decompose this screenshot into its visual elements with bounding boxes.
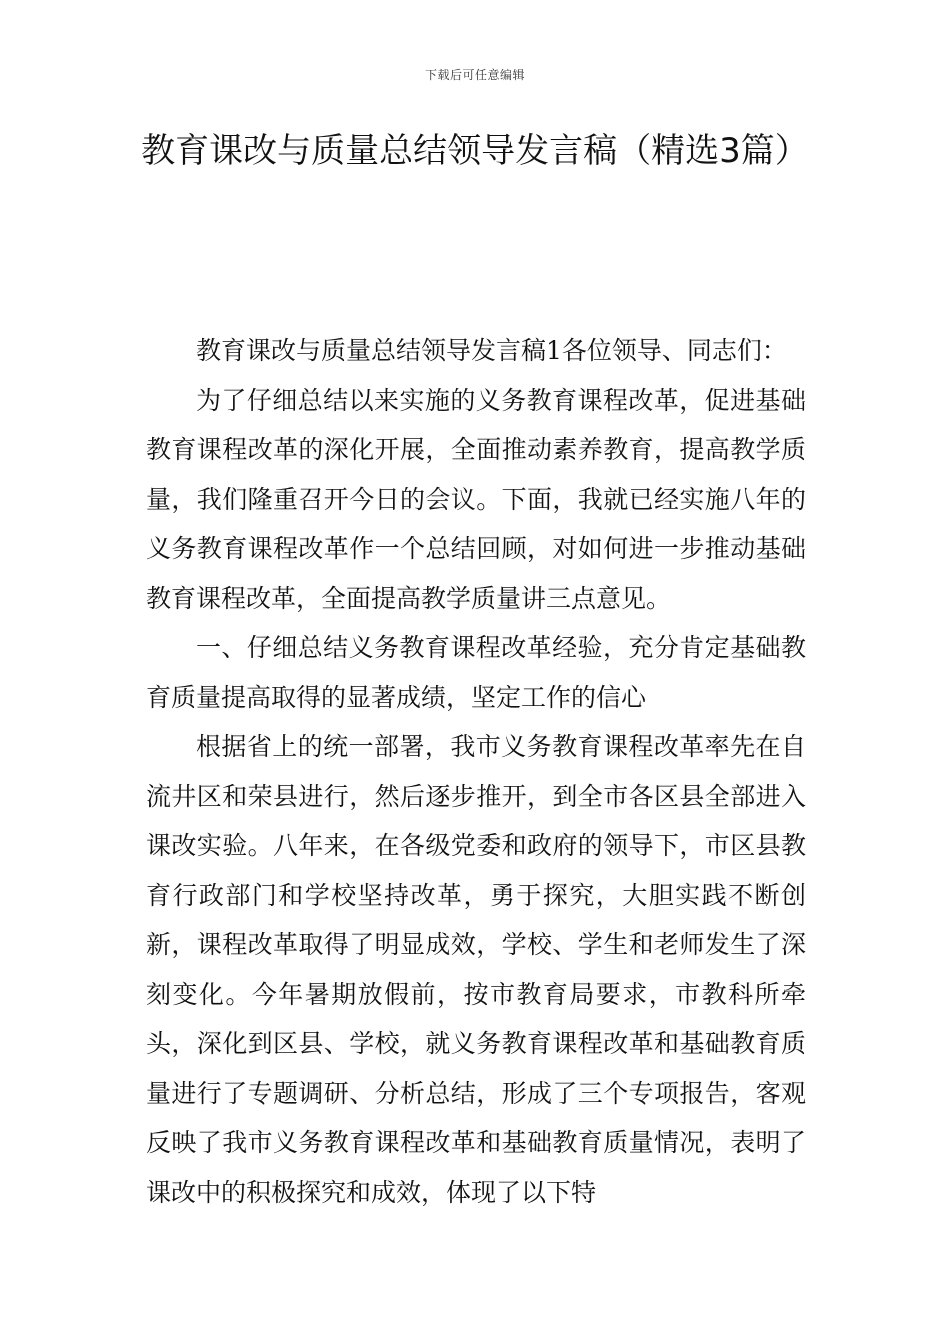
header-note: 下载后可任意编辑	[424, 68, 525, 82]
paragraph-3: 一、仔细总结义务教育课程改革经验，充分肯定基础教育质量提高取得的显著成绩，坚定工作的信心	[146, 633, 806, 712]
document-title: 教育课改与质量总结领导发言稿（精选3篇）	[141, 131, 809, 171]
document-body	[146, 326, 806, 1217]
paragraph-4: 根据省上的统一部署，我市义务教育课程改革率先在自流井区和荣县进行，然后逐步推开，到全市各区县全部进入课改实验。八年来，在各级党委和政府的领导下，市区县教育行政部门和学校坚持改革，勇于探究，大胆实践不断创新，课程改革取得了明显成效，学校、学生和老师发生了深刻变化。今年暑期放假前，按市教育局要求，市教科所牵头，深化到区县、学校，就义务教育课程改革和基础教育质量进行了专题调研、分析总结，形成了三个专项报告，客观反映了我市义务教育课程改革和基础教育质量情况，表明了课改中的积极探究和成效，体现了以下特	[146, 732, 806, 1207]
paragraph-2: 为了仔细总结以来实施的义务教育课程改革，促进基础教育课程改革的深化开展，全面推动素养教育，提高教学质量，我们隆重召开今日的会议。下面，我就已经实施八年的义务教育课程改革作一个总结回顾，对如何进一步推动基础教育课程改革，全面提高教学质量讲三点意见。	[146, 385, 806, 613]
paragraph-1: 教育课改与质量总结领导发言稿1各位领导、同志们：	[196, 336, 787, 365]
